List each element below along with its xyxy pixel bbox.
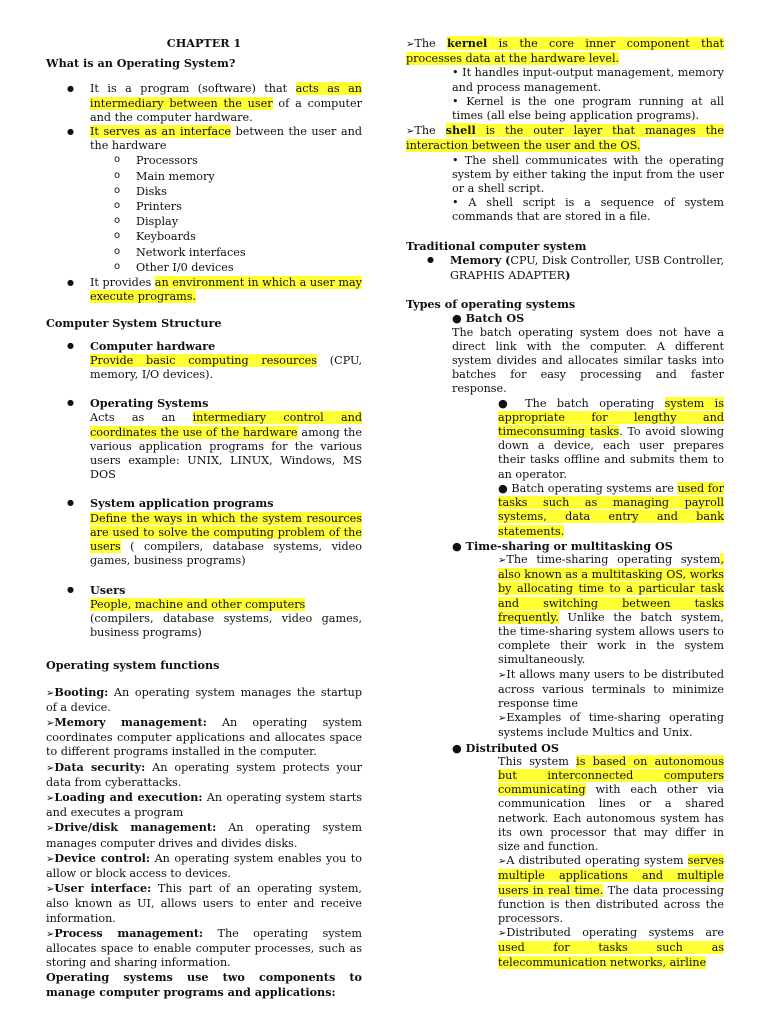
traditional-list: [406, 253, 724, 283]
components-intro: Operating systems use two components to manage computer programs and applications:: [46, 970, 362, 999]
kernel-point: • Kernel is the one program running at all times (all else being application programs).: [452, 94, 724, 123]
shell-point: • The shell communicates with the operating system by either taking the input from the user or a shell script.: [452, 153, 724, 196]
list-item: ● It is a program (software) that acts as an intermediary between the user of a computer and the computer hardware.: [46, 82, 362, 125]
list-item: ➢Device control: An operating system enables you to allow or block access to devices.: [46, 850, 362, 880]
chapter-heading: CHAPTER 1: [166, 36, 242, 50]
list-item: ➢Memory management: An operating system coordinates computer applications and allocates space to different programs installed in the computer.: [46, 714, 362, 759]
distributed-point: ➢A distributed operating system serves multiple applications and multiple users in real time. The data processing function is then distributed across the processors.: [498, 854, 725, 925]
list-item: ➢Data security: An operating system protects your data from cyberattacks.: [46, 759, 362, 789]
batch-os-description: The batch operating system does not have a direct link with the computer. A different system divides and allocates similar tasks into batches for easy processing and faster response.: [452, 325, 724, 396]
batch-point: ● Batch operating systems are used for tasks such as managing payroll systems, data entry and bank statements.: [498, 481, 724, 538]
structure-list: [46, 496, 362, 568]
list-item: ● Operating Systems Acts as an intermediary control and coordinates the use of the hardware among the various application programs for the various users example: UNIX, LINUX, Windows, MS DOS: [46, 396, 362, 482]
os-definition-list: [46, 82, 362, 304]
list-item: o Display: [136, 215, 362, 229]
types-heading: Types of operating systems: [406, 297, 576, 312]
batch-point: ● The batch operating system is appropriate for lengthy and timeconsuming tasks. To avoid slowing down a device, each user prepares their tasks offline and submits them to an operator.: [498, 396, 725, 481]
time-sharing-point: ➢The time-sharing operating system, also known as a multitasking OS, works by allocating time to a particular task and switching between tasks frequently. Unlike the batch system, the time-sharing system allows users to complete their work in the system simultaneously.: [498, 552, 724, 667]
kernel-point: • It handles input-output management, memory and process management.: [452, 66, 724, 94]
time-sharing-point: ➢It allows many users to be distributed across various terminals to minimize response time: [498, 667, 724, 710]
list-item: ➢Process management: The operating system allocates space to enable computer processes, such as storing and sharing information.: [46, 925, 362, 970]
hardware-sublist: [90, 154, 362, 275]
list-item: ➢Drive/disk management: An operating system manages computer drives and divides disks.: [46, 820, 362, 850]
list-item: ➢Loading and execution: An operating system starts and executes a program: [46, 789, 362, 820]
what-is-os-heading: What is an Operating System?: [46, 56, 236, 71]
list-item: ● Users People, machine and other computers (compilers, database systems, video games, business programs): [46, 583, 362, 641]
shell-point: • A shell script is a sequence of system commands that are stored in a file.: [452, 196, 724, 224]
time-sharing-heading: ● Time-sharing or multitasking OS: [452, 538, 673, 553]
list-item: ● It provides an environment in which a user may execute programs.: [46, 276, 362, 304]
list-item: o Other I/0 devices: [136, 261, 362, 275]
list-item: o Main memory: [136, 170, 362, 184]
structure-list: [46, 396, 362, 482]
list-item: ➢Booting: An operating system manages the startup of a device.: [46, 684, 362, 714]
left-column: [46, 36, 362, 999]
list-item: o Disks: [136, 185, 362, 199]
kernel-paragraph: ➢The kernel is the core inner component that processes data at the hardware level.: [406, 36, 724, 66]
list-item: o Keyboards: [136, 230, 362, 244]
distributed-heading: ● Distributed OS: [452, 740, 560, 755]
distributed-point: This system is based on autonomous but interconnected computers communicating with each other via communication lines or a shared network. Each autonomous system has its own processor that may differ in size and function.: [498, 754, 724, 853]
batch-os-heading: ● Batch OS: [452, 311, 525, 326]
list-item: ● System application programs Define the ways in which the system resources are used to solve the computing problem of the users ( compilers, database systems, video games, business programs): [46, 496, 362, 568]
system-structure-heading: Computer System Structure: [46, 316, 222, 331]
traditional-system-heading: Traditional computer system: [406, 238, 587, 253]
structure-list: [46, 339, 362, 383]
list-item: o Printers: [136, 200, 362, 214]
time-sharing-point: ➢Examples of time-sharing operating systems include Multics and Unix.: [498, 711, 724, 740]
list-item: ● Computer hardware Provide basic computing resources (CPU, memory, I/O devices).: [46, 339, 362, 383]
functions-heading: Operating system functions: [46, 658, 220, 673]
list-item: ● It serves as an interface between the user and the hardware o Processors o Main memory o Disks o Printers o Display o Keyboards o Network interfaces o Other I/0 devices: [46, 125, 362, 275]
structure-list: [46, 583, 362, 641]
shell-paragraph: ➢The shell is the outer layer that manages the interaction between the user and the OS.: [406, 123, 724, 153]
list-item: o Processors: [136, 154, 362, 168]
functions-list: [46, 685, 362, 971]
list-item: ● Memory (CPU, Disk Controller, USB Controller, GRAPHIS ADAPTER): [406, 253, 724, 283]
list-item: ➢User interface: This part of an operating system, also known as UI, allows users to enter and receive information.: [46, 881, 362, 925]
distributed-point: ➢Distributed operating systems are used for tasks such as telecommunication networks, airline: [498, 926, 724, 969]
right-column: [406, 36, 724, 970]
list-item: o Network interfaces: [136, 246, 362, 260]
